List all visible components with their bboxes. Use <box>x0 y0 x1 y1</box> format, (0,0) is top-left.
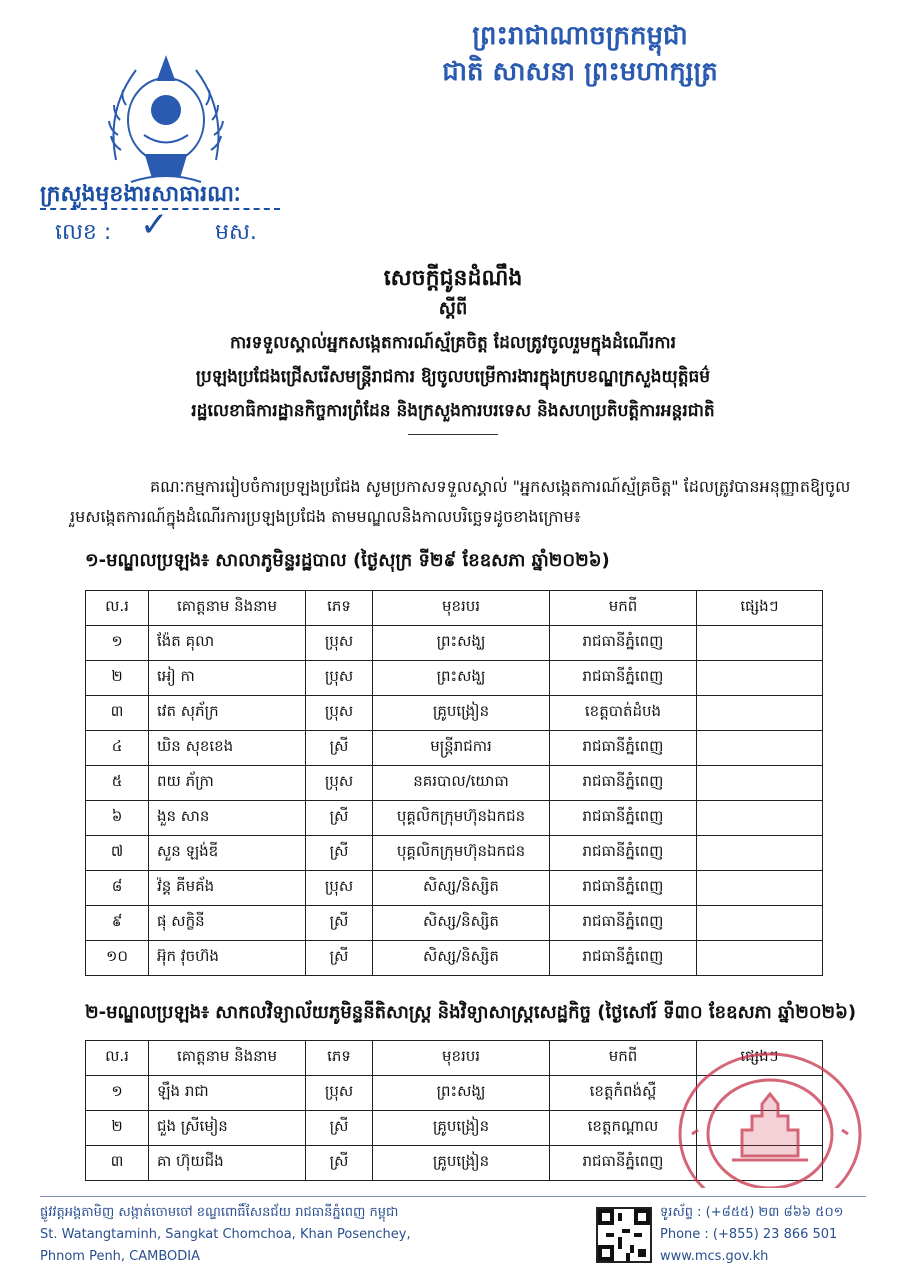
table-row <box>86 836 823 871</box>
cell-occupation: សិស្ស/និស្សិត <box>373 941 550 976</box>
cell-no: ៩ <box>86 906 149 941</box>
cell-sex: ប្រុស <box>306 696 373 731</box>
cell-from: រាជធានីភ្នំពេញ <box>550 661 697 696</box>
table-row <box>86 871 823 906</box>
cell-other <box>697 661 823 696</box>
cell-name: ងួន សាន <box>149 801 306 836</box>
cell-from: ខេត្តកំពង់ស្ពឺ <box>550 1076 697 1111</box>
table-header-row <box>86 591 823 626</box>
ref-check-mark: ✓ <box>140 205 169 245</box>
section1-heading: ១-មណ្ឌលប្រឡង៖ សាលាភូមិន្ទរដ្ឋបាល (ថ្ងៃសុក្រ ទី២៩ ខែឧសភា ឆ្នាំ២០២៦) <box>85 550 610 571</box>
cell-name: វ៉ន្ត គីមគ័ង <box>149 871 306 906</box>
cell-name: ង៉ែត គុលា <box>149 626 306 661</box>
ref-label: លេខ : <box>55 220 112 245</box>
cell-name: គា ហ៊ុយជីង <box>149 1146 306 1181</box>
footer-contact <box>660 1202 844 1268</box>
table-row <box>86 941 823 976</box>
notice-subject-line2: ប្រឡងប្រជែងជ្រើសរើសមន្ត្រីរាជការ ឱ្យចូលបម្រើការងារក្នុងក្របខណ្ឌក្រសួងយុត្តិធម៌ <box>195 367 711 387</box>
cell-occupation: មន្ត្រីរាជការ <box>373 731 550 766</box>
cell-occupation: ព្រះសង្ឃ <box>373 626 550 661</box>
cell-occupation: បុគ្គលិកក្រុមហ៊ុនឯកជន <box>373 836 550 871</box>
cell-other <box>697 626 823 661</box>
col-no: ល.រ <box>86 591 149 626</box>
address-en-line2: Phnom Penh, CAMBODIA <box>40 1249 201 1264</box>
cell-no: ៣ <box>86 696 149 731</box>
cell-occupation: បុគ្គលិកក្រុមហ៊ុនឯកជន <box>373 801 550 836</box>
section2-heading: ២-មណ្ឌលប្រឡង៖ សាកលវិទ្យាល័យភូមិន្ទនីតិសាស្ត្រ និងវិទ្យាសាស្ត្រសេដ្ឋកិច្ច (ថ្ងៃសៅរ៍ ទី៣០ ខែឧសភា ឆ្នាំ២០២៦) <box>85 1002 857 1023</box>
cell-occupation: សិស្ស/និស្សិត <box>373 906 550 941</box>
cell-other <box>697 871 823 906</box>
cell-sex: ប្រុស <box>306 871 373 906</box>
cell-sex: ប្រុស <box>306 626 373 661</box>
cell-sex: ស្រី <box>306 941 373 976</box>
cell-occupation: ព្រះសង្ឃ <box>373 661 550 696</box>
cell-sex: ប្រុស <box>306 766 373 801</box>
notice-body: គណៈកម្មការរៀបចំការប្រឡងប្រជែង សូមប្រកាសទទួលស្គាល់ "អ្នកសង្កេតការណ៍ស្ម័គ្រចិត្ត" ដែលត្រូវបានអនុញ្ញាតឱ្យចូលរួមសង្កេតការណ៍ក្នុងដំណើរការប្រឡងប្រជែង តាមមណ្ឌលនិងកាលបរិច្ឆេទដូចខាងក្រោម៖ <box>70 477 851 526</box>
col-sex: ភេទ <box>306 591 373 626</box>
table-row <box>86 696 823 731</box>
cell-name: សួន ឡង់ឌី <box>149 836 306 871</box>
cell-no: ៨ <box>86 871 149 906</box>
cell-from: រាជធានីភ្នំពេញ <box>550 626 697 661</box>
col-sex: ភេទ <box>306 1041 373 1076</box>
cell-name: ពយ ភ័ក្រា <box>149 766 306 801</box>
col-name: គោត្តនាម និងនាម <box>149 591 306 626</box>
cell-no: ១០ <box>86 941 149 976</box>
cell-no: ៦ <box>86 801 149 836</box>
cell-name: ឡឹង រាជា <box>149 1076 306 1111</box>
cell-other <box>697 836 823 871</box>
cell-occupation: នគរបាល/យោធា <box>373 766 550 801</box>
col-occupation: មុខរបរ <box>373 591 550 626</box>
address-kh: ផ្លូវវត្តអង្គតាមិញ សង្កាត់ចោមចៅ ខណ្ឌពោធិ៍សែនជ័យ រាជធានីភ្នំពេញ កម្ពុជា <box>40 1205 399 1220</box>
col-other: ផ្សេងៗ <box>697 591 823 626</box>
notice-subject-line1: ការទទួលស្គាល់អ្នកសង្កេតការណ៍ស្ម័គ្រចិត្ត ដែលត្រូវចូលរួមក្នុងដំណើរការ <box>229 333 677 353</box>
official-seal-icon <box>672 1038 868 1188</box>
cell-sex: ប្រុស <box>306 1076 373 1111</box>
cell-sex: ស្រី <box>306 801 373 836</box>
col-other: ផ្សេងៗ <box>697 1041 823 1076</box>
cell-other <box>697 906 823 941</box>
cell-other <box>697 731 823 766</box>
cell-no: ៤ <box>86 731 149 766</box>
kingdom-text: ព្រះរាជាណាចក្រកម្ពុជា <box>472 21 688 51</box>
cell-other <box>697 696 823 731</box>
cell-sex: ប្រុស <box>306 661 373 696</box>
cell-occupation: ព្រះសង្ឃ <box>373 1076 550 1111</box>
table-row <box>86 801 823 836</box>
phone-kh: ទូរស័ព្ទ : (+៨៥៥) ២៣ ៨៦៦ ៥០១ <box>660 1205 844 1220</box>
ref-suffix: មស. <box>215 220 257 245</box>
cell-no: ១ <box>86 1076 149 1111</box>
cell-occupation: គ្រូបង្រៀន <box>373 696 550 731</box>
cell-from: រាជធានីភ្នំពេញ <box>550 801 697 836</box>
cell-from: រាជធានីភ្នំពេញ <box>550 766 697 801</box>
col-from: មកពី <box>550 591 697 626</box>
cell-name: ផុ សក្ខិនី <box>149 906 306 941</box>
cell-sex: ស្រី <box>306 836 373 871</box>
cell-name: អ៊ុក វុចហ៊ង <box>149 941 306 976</box>
cell-no: ៧ <box>86 836 149 871</box>
notice-title: សេចក្តីជូនដំណឹង <box>383 265 523 291</box>
cell-other <box>697 801 823 836</box>
observers-table-1 <box>85 590 823 976</box>
royal-emblem-icon <box>96 40 236 190</box>
cell-from: ខេត្តកណ្តាល <box>550 1111 697 1146</box>
cell-sex: ស្រី <box>306 1146 373 1181</box>
cell-occupation: សិស្ស/និស្សិត <box>373 871 550 906</box>
cell-occupation: គ្រូបង្រៀន <box>373 1111 550 1146</box>
col-name: គោត្តនាម និងនាម <box>149 1041 306 1076</box>
table-row <box>86 661 823 696</box>
cell-other <box>697 766 823 801</box>
cell-no: ២ <box>86 1111 149 1146</box>
header-kingdom <box>300 18 860 90</box>
footer-address <box>40 1202 411 1268</box>
col-occupation: មុខរបរ <box>373 1041 550 1076</box>
cell-no: ១ <box>86 626 149 661</box>
col-no: ល.រ <box>86 1041 149 1076</box>
table-row <box>86 766 823 801</box>
cell-from: រាជធានីភ្នំពេញ <box>550 1146 697 1181</box>
table-row <box>86 626 823 661</box>
title-divider <box>408 434 498 435</box>
phone-en: Phone : (+855) 23 866 501 <box>660 1227 838 1242</box>
table-row <box>86 906 823 941</box>
cell-from: រាជធានីភ្នំពេញ <box>550 731 697 766</box>
cell-from: រាជធានីភ្នំពេញ <box>550 941 697 976</box>
col-from: មកពី <box>550 1041 697 1076</box>
notice-subject-line3: រដ្ឋលេខាធិការដ្ឋានកិច្ចការព្រំដែន និងក្រសួងការបរទេស និងសហប្រតិបត្តិការអន្តរជាតិ <box>191 401 715 421</box>
cell-from: រាជធានីភ្នំពេញ <box>550 836 697 871</box>
cell-name: វេត សុភ័ក្រ <box>149 696 306 731</box>
cell-name: ឃិន សុខខេង <box>149 731 306 766</box>
cell-no: ៥ <box>86 766 149 801</box>
cell-sex: ស្រី <box>306 731 373 766</box>
motto-text: ជាតិ សាសនា ព្រះមហាក្សត្រ <box>442 57 718 87</box>
cell-occupation: គ្រូបង្រៀន <box>373 1146 550 1181</box>
cell-sex: ស្រី <box>306 1111 373 1146</box>
cell-no: ៣ <box>86 1146 149 1181</box>
cell-name: ជួង ស្រីមៀន <box>149 1111 306 1146</box>
cell-from: ខេត្តបាត់ដំបង <box>550 696 697 731</box>
table-row <box>86 731 823 766</box>
qr-code-icon <box>596 1207 652 1263</box>
notice-subject-label: ស្តីពី <box>438 298 468 319</box>
ministry-name: ក្រសួងមុខងារសាធារណៈ <box>40 182 241 207</box>
cell-from: រាជធានីភ្នំពេញ <box>550 906 697 941</box>
cell-name: អៀ កា <box>149 661 306 696</box>
website-link[interactable]: www.mcs.gov.kh <box>660 1249 769 1264</box>
cell-sex: ស្រី <box>306 906 373 941</box>
footer-divider <box>40 1196 866 1197</box>
cell-from: រាជធានីភ្នំពេញ <box>550 871 697 906</box>
cell-other <box>697 941 823 976</box>
address-en-line1: St. Watangtaminh, Sangkat Chomchoa, Khan Posenchey, <box>40 1227 411 1242</box>
cell-no: ២ <box>86 661 149 696</box>
